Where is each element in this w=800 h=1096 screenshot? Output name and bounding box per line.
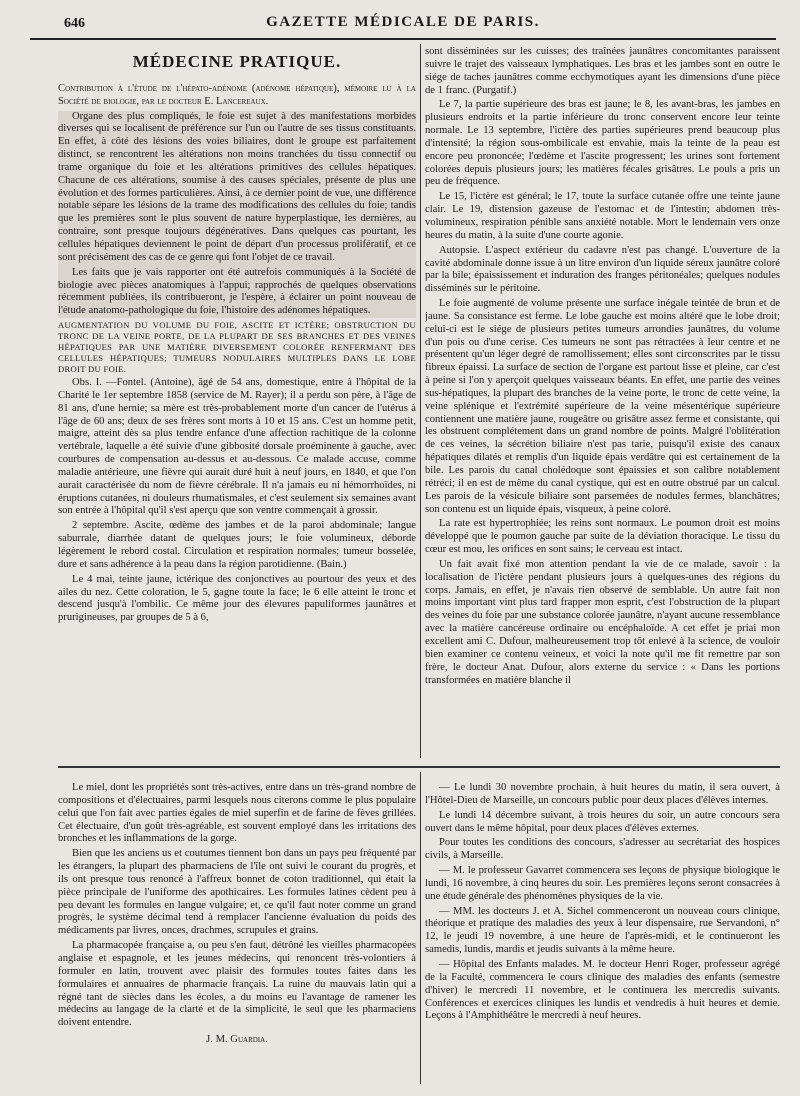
- article-heading: Contribution à l'étude de l'hépato-adénome (adénome hépatique), mémoire lu à la Société de biologie, par le docteur E. Lancereaux.: [58, 82, 416, 107]
- column-divider-bottom: [420, 772, 421, 1084]
- observation-heading: AUGMENTATION DU VOLUME DU FOIE, ASCITE ET ICTÈRE; OBSTRUCTION DU TRONC DE LA VEINE PORTE, DE LA PLUPART DE SES BRANCHES ET DES VEINES HÉPATIQUES PAR UNE MATIÈRE DIVERSEMENT COLORÉE RENFERMANT DES CELLULES HÉPATIQUES; TUMEURS NODULAIRES MULTIPLES DANS LE LOBE DROIT DU FOIE.: [58, 320, 416, 375]
- paragraph: Le foie augmenté de volume présente une surface inégale teintée de brun et de jaune. Sa consistance est ferme. Le lobe gauche est moins altéré que le lobe droit; celui-ci est le siége de plusieurs petites tumeurs arrondies jaunâtres, du volume d'un pois ou d'une cerise. Ces tumeurs ne sont pas rétractées à leur centre et ne présentent qu'un léger degré de ramollissement; elles sont circonscrites par le tissu fibreux épaissi. La surface de section de l'organe est partout lisse et pleine, car c'est à peine si l'on y aperçoit quelques vaisseaux béants. En effet, une partie des veines sus-hépatiques, la plupart des branches de la veine porte, le tronc de cette veine, la veine splénique et l'extrémité supérieure de la veine mésentérique supérieure contiennent une matière jaune, rougeâtre ou grisâtre assez ferme et consistante, qui les obstruent complétement dans un grand nombre de points. Malgré l'oblitération de ces veines, la sécrétion biliaire n'est pas tarie, puisqu'il existe des canaux hépatiques dilatés et remplis d'un liquide épais verdâtre qui est certainement de la bile. Les parois du canal cholédoque sont épaissies et son calibre notablement rétréci; il en est de même du canal cystique, qui est en outre obstrué par un calcul. Les parois de la vésicule biliaire sont parsemées de nodules fermes, blanchâtres; son contenu est un liquide épais, visqueux, à peine coloré.: [425, 298, 780, 515]
- paragraph: sont disséminées sur les cuisses; des traînées jaunâtres concomitantes paraissent suivre le trajet des vaisseaux lymphatiques. Les bras et les jambes sont en outre le siége de taches jaunâtres comme ecchymotiques ayant les dimensions d'une pièce de 1 franc. (Purgatif.): [425, 46, 780, 96]
- paragraph: Le 15, l'ictère est général; le 17, toute la surface cutanée offre une teinte jaune clair. Le 19, distension gazeuse de l'estomac et de l'intestin; abdomen très-volumineux, respiration pénible sans anxiété notable. Mort le lendemain vers onze heures du matin, à la suite d'une courte agonie.: [425, 191, 780, 241]
- paragraph: Un fait avait fixé mon attention pendant la vie de ce malade, savoir : la localisation de l'ictère pendant plusieurs jours à quelques-unes des régions du corps. Jamais, en effet, je n'avais rien observé de semblable. Un autre fait non moins important vint plus tard frapper mon esprit, c'est l'obstruction de la plupart des veines du foie par une substance colorée jaunâtre, n'ayant aucune ressemblance avec la matière cancéreuse ordinaire ou encéphaloïde. A cet effet je priai mon excellent ami C. Dufour, malheureusement trop tôt enlevé à la science, de vouloir bien examiner ce contenu veineux, et voici la note qu'il me fit remettre par son frère, le docteur Anat. Dufour, alors externe du service : « Dans les portions transformées en matière blanche il: [425, 558, 780, 686]
- left-column-top: [58, 46, 416, 758]
- paragraph: Le 4 mai, teinte jaune, ictérique des conjonctives au pourtour des yeux et des ailes du nez. Cette coloration, le 5, gagne toute la face; le 6 elle atteint le tronc et descend jusqu'à l'ombilic. Ce même jour des élevures papuliformes jaunâtres et prurigineuses, par groupes de 5 à 6,: [58, 573, 416, 624]
- right-column-bottom: [425, 782, 780, 1082]
- journal-title: GAZETTE MÉDICALE DE PARIS.: [266, 14, 540, 30]
- highlighted-block: [58, 111, 416, 319]
- paragraph: Autopsie. L'aspect extérieur du cadavre n'est pas changé. L'ouverture de la cavité abdominale donne issue à un litre environ d'un liquide séreux jaunâtre coloré par la bile; épaississement et induration des franges péritonéales; quelques nodules disséminés sur le péritoine.: [425, 244, 780, 295]
- page-header: [30, 14, 776, 40]
- right-column-top: [425, 46, 780, 758]
- news-item: Le lundi 14 décembre suivant, à trois heures du soir, un autre concours sera ouvert dans le même hôpital, pour deux places d'élèves externes.: [425, 809, 780, 834]
- page-number: 646: [64, 16, 85, 31]
- author-signature: J. M. Guardia.: [206, 1034, 268, 1046]
- news-item: — MM. les docteurs J. et A. Sichel commenceront un nouveau cours clinique, théorique et pratique des maladies des yeux à leur dispensaire, rue Servandoni, n° 12, le jeudi 19 novembre, à une heure de l'après-midi, et le continueront les samedis, lundis, mardis et jeudis suivants à la même heure.: [425, 905, 780, 956]
- column-divider-top: [420, 44, 421, 758]
- news-item: Pour toutes les conditions des concours, s'adresser au secrétariat des hospices civils, à Marseille.: [425, 837, 780, 862]
- section-separator: [58, 766, 780, 768]
- news-item: — Le lundi 30 novembre prochain, à huit heures du matin, il sera ouvert, à l'Hôtel-Dieu de Marseille, un concours public pour deux places d'élèves internes.: [425, 782, 780, 806]
- paragraph: 2 septembre. Ascite, œdème des jambes et de la paroi abdominale; langue saburrale, diarrhée datant de quelques jours; le foie volumineux, déborde légèrement le rebord costal. Circulation et respiration normales; tumeur bosselée, dure et sans adhérence à la peau dans la région parotidienne. (Bain.): [58, 520, 416, 570]
- paragraph: Les faits que je vais rapporter ont été autrefois communiqués à la Société de biologie avec pièces anatomiques à l'appui; rapprochés de quelques observations récemment publiées, ils contribueront, je l'espère, à éclairer un point nouveau de l'étude anatomo-pathologique du foie, l'histoire des adénomes hépatiques.: [58, 266, 416, 317]
- paragraph: Obs. I. —Fontel. (Antoine), âgé de 54 ans, domestique, entre à l'hôpital de la Charité le 1er septembre 1858 (service de M. Rayer); il a perdu son père, à l'âge de 81 ans, d'une hernie; sa mère est très-probablement morte d'un cancer de l'utérus à l'âge de 60 ans; deux de ses frères sont morts à 10 et 15 ans. C'est un homme petit, maigre, atteint dès sa plus tendre enfance d'une affection rachitique de la colonne vertébrale, laquelle a été suivie d'une gibbosité dorsale proéminente à gauche, avec courbures de compensation au-dessus et au-dessous. Ce malade accuse, comme maladie antérieure, une fièvre qui aurait duré huit à neuf jours, en 1840, et que l'on aurait caractérisée du nom de fièvre cérébrale. Il n'a jamais eu ni hémorrhoïdes, ni éruptions cutanées, ni douleurs rhumatismales, et c'est seulement six semaines avant son entrée à l'hôpital qu'il s'est aperçu que son ventre commençait à grossir.: [58, 377, 416, 517]
- paragraph: La pharmacopée française a, ou peu s'en faut, détrôné les vieilles pharmacopées anglaise et espagnole, et les jeunes médecins, qui renoncent très-volontiers à formuler en latin, trouvent avec plaisir des formules toutes faites dans les formulaires et annuaires de pharmacie français. La ruine du mauvais latin qui a régné tant de siècles dans les écoles, a du moins eu l'avantage de ramener les médecins au langage de la clarté et de la simplicité, le seul que les pharmaciens doivent entendre.: [58, 940, 416, 1029]
- news-item: — M. le professeur Gavarret commencera ses leçons de physique biologique le lundi, 16 novembre, à cinq heures du soir. Les premières leçons seront consacrées à une étude générale des phénomènes physiques de la vie.: [425, 865, 780, 902]
- paragraph: Organe des plus compliqués, le foie est sujet à des manifestations morbides diverses qui se localisent de préférence sur l'un ou l'autre de ses tissus constituants. En effet, à côté des lésions des voies biliaires, dont le groupe est parfaitement distinct, se rencontrent les altérations non moins tranchées du tissu connectif ou trame organique du foie et les altérations primitives des cellules hépatiques. Chacune de ces altérations, soumise à des causes spéciales, présente de plus une évolution et des formes particulières. Ainsi, à ce dernier point de vue, une différence notable sépare les lésions de la trame des modifications des cellules du foie; tandis que les premières sont le plus souvent de nature hyperplastique, les dernières, au contraire, sont presque toujours dégénératives. Dans quelques cas pourtant, les cellules hépatiques deviennent le point de départ d'un processus prolifératif, et ce sont précisément des cas de ce genre qui font l'objet de ce travail.: [58, 110, 416, 263]
- paragraph: Le 7, la partie supérieure des bras est jaune; le 8, les avant-bras, les jambes en plusieurs endroits et la partie inférieure du tronc conservent encore leur teinte normale. Le 13 septembre, l'ictère des parties supérieures prend beaucoup plus d'intensité; la région sous-ombilicale est envahie, mais la teinte de la peau est encore peu prononcée; l'œdème et l'ascite progressent; les urines sont fortement colorées depuis plusieurs jours; les matières fécales grisâtres. Le pouls a pris un peu de fréquence.: [425, 99, 780, 188]
- left-column-bottom: [58, 782, 416, 1082]
- section-title: MÉDECINE PRATIQUE.: [132, 52, 342, 71]
- news-item: — Hôpital des Enfants malades. M. le docteur Henri Roger, professeur agrégé de la Faculté, commencera le cours clinique des maladies des enfants (semestre d'hiver) le mercredi 11 novembre, et le continuera les mercredis suivants. Conférences et exercices cliniques les lundis et vendredis à huit heures et demie. Leçons à l'Amphithéâtre le mercredi à neuf heures.: [425, 958, 780, 1022]
- paragraph: La rate est hypertrophiée; les reins sont normaux. Le poumon droit est moins développé que le poumon gauche par suite de la déviation thoracique. Le tissu du cœur est mou, les orifices en sont sains; le cerveau est intact.: [425, 518, 780, 556]
- paragraph: Le miel, dont les propriétés sont très-actives, entre dans un très-grand nombre de compositions et d'électuaires, parmi lesquels nous citerons comme le plus populaire celui que l'on fait avec parties égales de miel superfin et de farine de fèves grillées. Cet électuaire, d'un goût très-agréable, est souvent employé dans les irritations des bronches et les inflammations de la gorge.: [58, 782, 416, 845]
- paragraph: Bien que les anciens us et coutumes tiennent bon dans un pays peu fréquenté par les étrangers, la plupart des pharmaciens de l'île ont suivi le courant du progrès, et ils ont presque tous renoncé à l'affreux bonnet de coton traditionnel, qui était la pièce principale de l'uniforme des apothicaires. Les formules latines cèdent peu à peu devant les formules en langue vulgaire; et, ce qu'il faut noter comme un grand progrès, le système décimal tend à remplacer l'ancienne évaluation du poids des médicaments par livres, onces, drachmes, scrupules et grains.: [58, 848, 416, 937]
